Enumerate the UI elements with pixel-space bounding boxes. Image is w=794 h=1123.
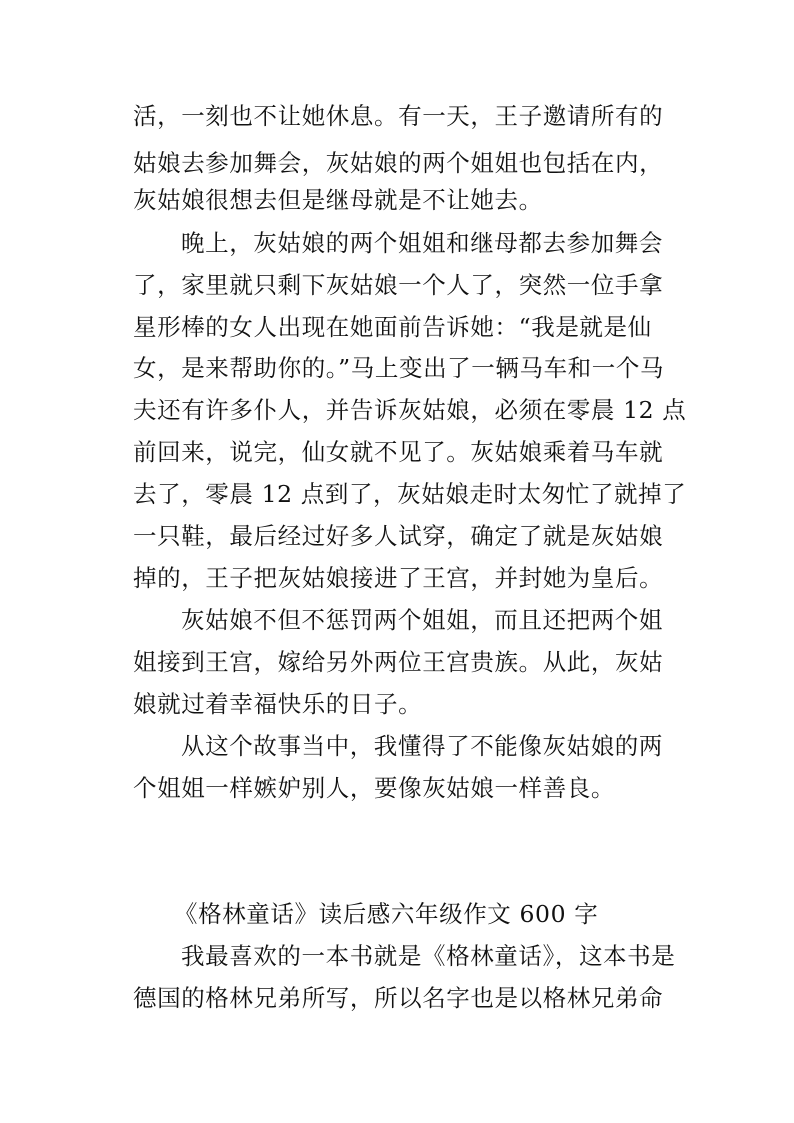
paragraph-line: 前回来，说完，仙女就不见了。灰姑娘乘着马车就 [133,438,664,466]
paragraph-line: 姐接到王宫，嫁给另外两位王宫贵族。从此，灰姑 [133,648,664,676]
paragraph-line: 了，家里就只剩下灰姑娘一个人了，突然一位手拿 [133,271,664,299]
paragraph-line: 娘就过着幸福快乐的日子。 [133,690,423,718]
paragraph-line: 女，是来帮助你的。”马上变出了一辆马车和一个马 [133,354,665,382]
paragraph-line: 个姐姐一样嫉妒别人，要像灰姑娘一样善良。 [133,774,615,802]
paragraph-line: 掉的，王子把灰姑娘接进了王宫，并封她为皇后。 [133,564,664,592]
paragraph-line: 从这个故事当中，我懂得了不能像灰姑娘的两 [181,732,663,760]
paragraph-line: 晚上，灰姑娘的两个姐姐和继母都去参加舞会 [181,229,663,257]
paragraph-line: 德国的格林兄弟所写，所以名字也是以格林兄弟命 [133,984,664,1012]
paragraph-line: 灰姑娘不但不惩罚两个姐姐，而且还把两个姐 [181,606,663,634]
paragraph-line: 灰姑娘很想去但是继母就是不让她去。 [133,186,543,214]
paragraph-line: 我最喜欢的一本书就是《格林童话》，这本书是 [181,942,676,970]
paragraph-line: 活，一刻也不让她休息。有一天，王子邀请所有的 [133,102,664,130]
paragraph-line: 星形棒的女人出现在她面前告诉她：“我是就是仙 [133,313,652,341]
paragraph-line: 去了，零晨 12 点到了，灰姑娘走时太匆忙了就掉了 [133,480,687,508]
essay-title: 《格林童话》读后感六年级作文 600 字 [174,900,599,928]
paragraph-line: 姑娘去参加舞会，灰姑娘的两个姐姐也包括在内， [133,149,664,177]
paragraph-line: 一只鞋，最后经过好多人试穿，确定了就是灰姑娘 [133,522,664,550]
paragraph-line: 夫还有许多仆人，并告诉灰姑娘，必须在零晨 12 点 [133,396,687,424]
